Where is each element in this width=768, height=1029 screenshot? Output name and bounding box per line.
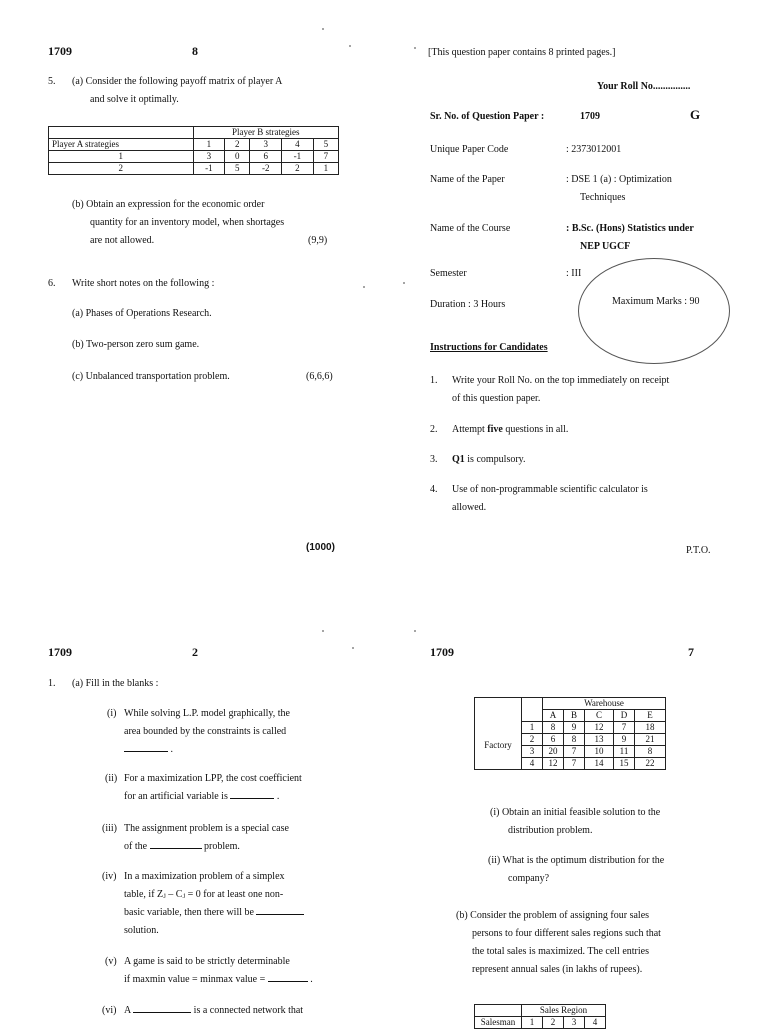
blank-item-text: For a maximization LPP, the cost coefficient [124,773,302,784]
sr-no-value: 1709 [580,111,600,122]
q-i-line2: distribution problem. [508,825,593,836]
q5a-line1: (a) Consider the following payoff matrix of player A [72,76,283,87]
instruction-number: 4. [430,484,438,495]
paper-name-value2: Techniques [580,192,626,203]
cost-cell: 11 [614,746,635,758]
payoff-col: 1 [193,139,225,151]
payoff-cell: -1 [193,163,225,175]
warehouse-col: C [585,710,614,722]
cost-cell: 9 [614,734,635,746]
cost-cell: 7 [564,758,585,770]
sr-no-label: Sr. No. of Question Paper : [430,111,545,122]
instruction-4-line2: allowed. [452,502,487,513]
paper-name-label: Name of the Paper [430,174,505,185]
pto: P.T.O. [686,545,711,556]
page-code: 1709 [430,645,454,659]
cost-cell: 6 [543,734,564,746]
warehouse-col: B [564,710,585,722]
set-letter: G [690,107,701,122]
instruction-text: Attempt [452,424,488,435]
blank-item-text-with-blank [124,904,304,922]
payoff-cell: 6 [250,151,282,163]
sales-region-table [474,1004,606,1029]
q-b-line4: represent annual sales (in lakhs of rupees). [472,964,643,975]
payoff-col-header: Player B strategies [193,127,338,139]
q-ii-line2: company? [508,873,550,884]
paper-name-value: : DSE 1 (a) : Optimization [566,174,672,185]
scan-speck [352,647,354,649]
payoff-cell: -2 [250,163,282,175]
instruction-bold: five [487,424,503,435]
blank-item-text: In a maximization problem of a simplex [124,871,285,882]
warehouse-col: D [614,710,635,722]
scan-speck [414,47,416,49]
cost-cell: 15 [614,758,635,770]
instruction-1-line2: of this question paper. [452,393,541,404]
library-stamp [578,258,730,364]
blank-item-text: solution. [124,925,159,936]
q6-marks: (6,6,6) [306,371,333,382]
salesman-label: Salesman [475,1017,522,1029]
sales-region-header: Sales Region [522,1005,606,1017]
factory-row-label: 4 [522,758,543,770]
blank-item-text-with-blank: for an artificial variable is . [124,788,279,806]
factory-row-label: 1 [522,722,543,734]
blank-item-text: of the [124,841,148,852]
q1-number: 1. [48,678,56,689]
q-b-line2: persons to four different sales regions such that [472,928,661,939]
cost-cell: 18 [635,722,666,734]
table-row [475,722,666,734]
instructions-title: Instructions for Candidates [430,342,548,353]
scan-speck [414,630,416,632]
q1-intro: (a) Fill in the blanks : [72,678,159,689]
scan-speck [403,282,405,284]
blank-item-text-with-blank: if maxmin value = minmax value = . [124,971,313,989]
cost-cell: 14 [585,758,614,770]
course-name-value2: NEP UGCF [580,241,631,252]
cost-cell: 13 [585,734,614,746]
cost-cell: 20 [543,746,564,758]
fill-blank: . [124,741,173,759]
print-count: (1000) [306,542,335,553]
payoff-cell: 0 [225,151,250,163]
cost-cell: 10 [585,746,614,758]
blank-item-text: basic variable, then there will be [124,907,254,918]
instruction-number: 1. [430,375,438,386]
blank-item-text: is a connected network that [193,1005,304,1016]
blank-item-number: (v) [105,956,117,967]
cost-cell: 22 [635,758,666,770]
region-col: 1 [522,1017,543,1029]
payoff-row-label: 2 [49,163,194,175]
blank-item-text: While solving L.P. model graphically, the [124,708,290,719]
cost-cell: 9 [564,722,585,734]
cost-cell: 12 [585,722,614,734]
transport-cost-table [474,697,666,770]
q-i-line1: (i) Obtain an initial feasible solution to the [490,807,661,818]
scan-speck [349,45,351,47]
warehouse-col: A [543,710,564,722]
payoff-col: 3 [250,139,282,151]
factory-label: Factory [475,722,522,770]
blank-item-number: (ii) [105,773,118,784]
max-marks: Maximum Marks : 90 [612,296,700,307]
scan-speck [322,630,324,632]
semester-label: Semester [430,268,467,279]
blank-item-text: A game is said to be strictly determinable [124,956,290,967]
blank-item-number: (vi) [102,1005,117,1016]
cost-cell: 8 [635,746,666,758]
q5-marks: (9,9) [308,235,328,246]
payoff-cell: 5 [225,163,250,175]
payoff-col: 4 [282,139,314,151]
q6-intro: Write short notes on the following : [72,278,215,289]
instruction-number: 3. [430,454,438,465]
roll-number-label: Your Roll No............... [597,81,691,92]
instruction-bold: Q1 [452,454,465,465]
page-number: 7 [688,645,694,659]
q6-number: 6. [48,278,56,289]
instruction-1-line1: Write your Roll No. on the top immediately on receipt [452,375,670,386]
blank-item-number: (i) [107,708,117,719]
instruction-2 [452,421,568,439]
scan-speck [363,286,365,288]
paper-code-value: : 2373012001 [566,144,622,155]
page-code: 1709 [48,645,72,659]
blank-item-text: for an artificial variable is [124,791,228,802]
page-code: 1709 [48,44,72,58]
blank-item-text-with-blank [124,838,240,856]
payoff-cell: 2 [282,163,314,175]
cost-cell: 8 [564,734,585,746]
instruction-4-line1: Use of non-programmable scientific calculator is [452,484,648,495]
payoff-col: 2 [225,139,250,151]
blank-item-text: problem. [204,841,240,852]
blank-item-text: table, if Zⱼ – Cⱼ = 0 for at least one non- [124,889,284,900]
duration: Duration : 3 Hours [430,299,506,310]
payoff-row-label: 1 [49,151,194,163]
blank-item-number: (iv) [102,871,117,882]
instruction-text: is compulsory. [464,454,526,465]
instruction-number: 2. [430,424,438,435]
blank-item-number: (iii) [102,823,117,834]
payoff-col: 5 [313,139,338,151]
region-col: 3 [564,1017,585,1029]
q6c: (c) Unbalanced transportation problem. [72,371,230,382]
paper-code-label: Unique Paper Code [430,144,509,155]
cost-cell: 8 [543,722,564,734]
q6a: (a) Phases of Operations Research. [72,308,212,319]
blank-item-text-with-blank [124,1002,303,1020]
q5b-line1: (b) Obtain an expression for the economic order [72,199,265,210]
cost-cell: 7 [564,746,585,758]
q5b-line2: quantity for an inventory model, when shortages [90,217,285,228]
blank-item-text: area bounded by the constraints is called [124,726,287,737]
instruction-3 [452,451,526,469]
payoff-row-header: Player A strategies [49,139,194,151]
region-col: 2 [543,1017,564,1029]
page-number: 2 [192,645,198,659]
course-name-label: Name of the Course [430,223,511,234]
cost-cell: 12 [543,758,564,770]
warehouse-col: E [635,710,666,722]
printed-pages-note: [This question paper contains 8 printed pages.] [428,47,616,58]
q-ii-line1: (ii) What is the optimum distribution for the [488,855,665,866]
blank-item-text: The assignment problem is a special case [124,823,289,834]
page-number: 8 [192,44,198,58]
q-b-line1: (b) Consider the problem of assigning four sales [456,910,650,921]
factory-row-label: 3 [522,746,543,758]
payoff-cell: 3 [193,151,225,163]
q5b-line3: are not allowed. [90,235,155,246]
q5a-line2: and solve it optimally. [90,94,179,105]
table-row [49,151,339,163]
blank-item-text: if maxmin value = minmax value = [124,974,266,985]
factory-row-label: 2 [522,734,543,746]
scan-speck [322,28,324,30]
payoff-cell: -1 [282,151,314,163]
region-col: 4 [585,1017,606,1029]
q6b: (b) Two-person zero sum game. [72,339,200,350]
q-b-line3: the total sales is maximized. The cell entries [472,946,649,957]
cost-cell: 7 [614,722,635,734]
instruction-text: questions in all. [502,424,569,435]
warehouse-header: Warehouse [543,698,666,710]
semester-value: : III [566,268,582,279]
table-row [49,163,339,175]
payoff-cell: 1 [313,163,338,175]
payoff-matrix [48,126,339,175]
payoff-cell: 7 [313,151,338,163]
q5-number: 5. [48,76,56,87]
course-name-value: : B.Sc. (Hons) Statistics under [566,223,694,234]
blank-item-text: A [124,1005,131,1016]
cost-cell: 21 [635,734,666,746]
